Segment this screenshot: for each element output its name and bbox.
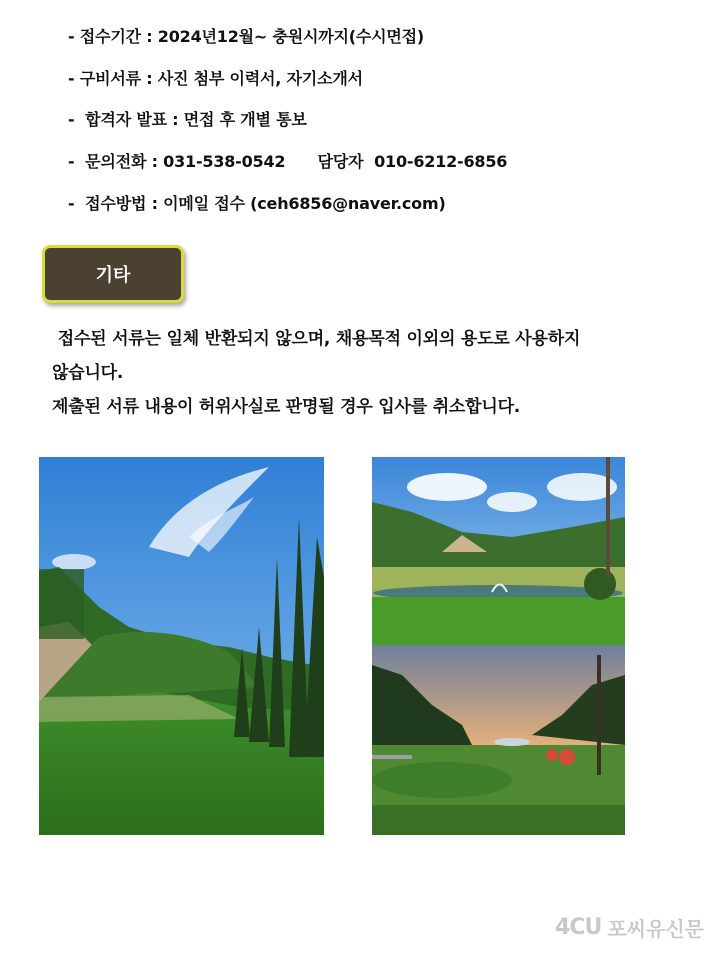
info-announcement: - 합격자 발표 : 면접 후 개별 통보	[68, 110, 307, 129]
watermark-text: 포씨유신문	[607, 917, 704, 941]
golf-course-photo-pond	[372, 457, 625, 645]
info-method: - 접수방법 : 이메일 접수 (ceh6856@naver.com)	[68, 194, 446, 213]
watermark	[555, 913, 704, 942]
info-period: - 접수기간 : 2024년12월~ 충원시까지(수시면접)	[68, 27, 424, 46]
golf-course-photo-sunset	[372, 645, 625, 835]
notice-line-1: 접수된 서류는 일체 반환되지 않으며, 채용목적 이외의 용도로 사용하지	[52, 329, 581, 349]
info-contact: - 문의전화 : 031-538-0542 담당자 010-6212-6856	[68, 152, 508, 171]
notice-line-2: 않습니다.	[52, 363, 124, 383]
notice-line-3: 제출된 서류 내용이 허위사실로 판명될 경우 입사를 취소합니다.	[52, 397, 521, 417]
notice-text	[52, 322, 682, 424]
info-documents: - 구비서류 : 사진 첨부 이력서, 자기소개서	[68, 69, 363, 88]
golf-course-photo-left	[39, 457, 324, 835]
section-heading-label: 기타	[95, 265, 131, 286]
watermark-logo: 4CU	[555, 915, 602, 940]
section-heading-etc	[42, 245, 184, 303]
